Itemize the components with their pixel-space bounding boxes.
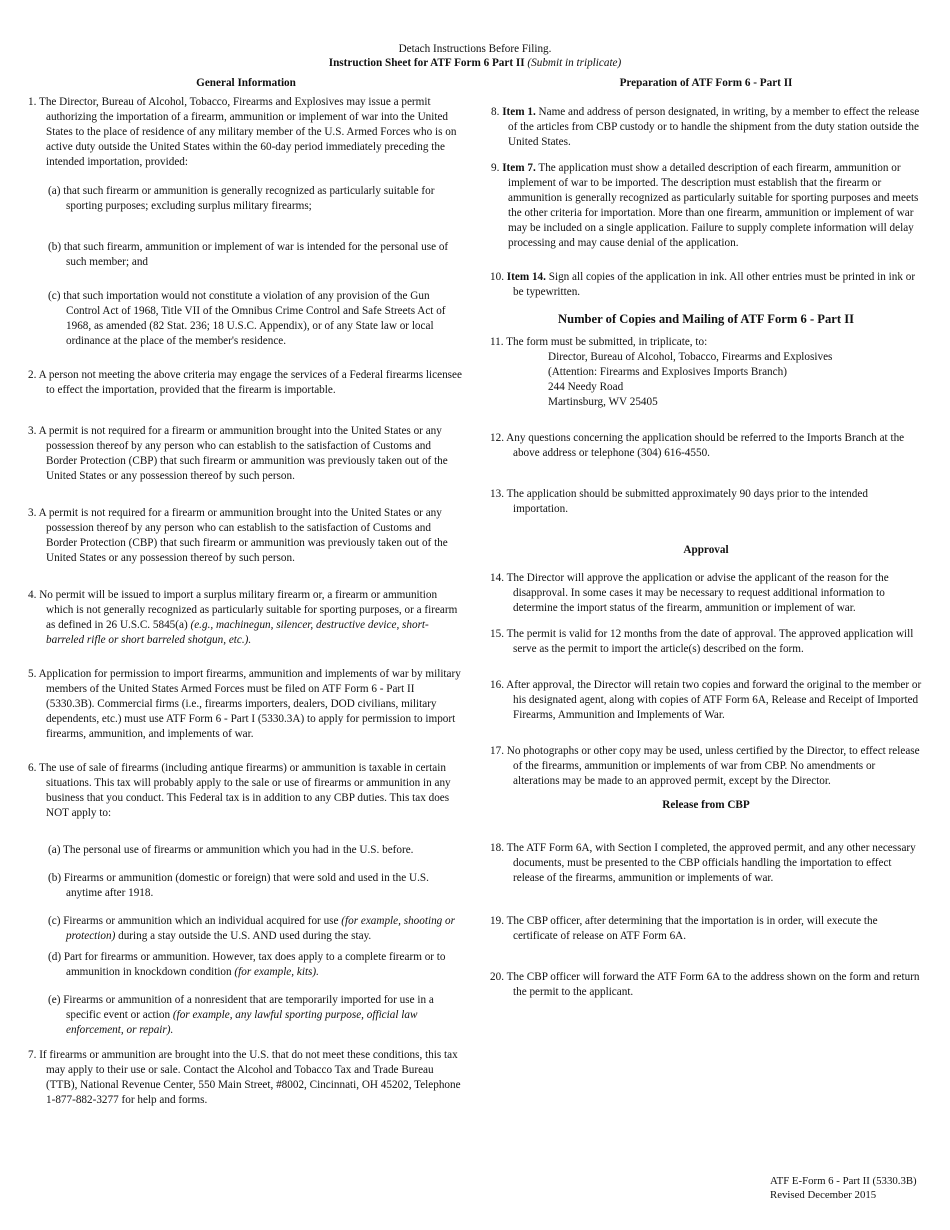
form-title: Instruction Sheet for ATF Form 6 Part II (Submit in triplicate): [328, 57, 622, 69]
item-8: 8. Item 1. Name and address of person designated, in writing, by a member to effect the release of the articles from CBP custody or to handle the shipment from the duty station outside the United States.: [491, 106, 920, 148]
address-line-2: (Attention: Firearms and Explosives Imports Branch): [548, 366, 787, 378]
item-5: 5. Application for permission to import firearms, ammunition and implements of war by military members of the United States Armed Forces must be filed on ATF Form 6 - Part II (5330.3B). Commercial firms (i.e., firearms importers, dealers, DOD civilians, military dependents, etc.) must use ATF Form 6 - Part I (5330.3A) to apply for permission to import firearms, ammunition, and implements of war.: [28, 668, 461, 740]
address-line-4: Martinsburg, WV 25405: [548, 396, 658, 408]
item-3-repeat: 3. A permit is not required for a firearm or ammunition brought into the United States or any possession thereof by any person who can establish to the satisfaction of Customs and Border Protection (CBP) that such firearm or ammunition was previously taken out of the United States or any possession thereof by such person.: [28, 507, 448, 564]
item-14: 14. The Director will approve the application or advise the applicant of the reason for the disapproval. In some cases it may be necessary to request additional information to determine the import status of the firearm, ammunition or implement of war.: [490, 572, 889, 614]
form-number: ATF E-Form 6 - Part II (5330.3B): [770, 1175, 917, 1187]
item-13: 13. The application should be submitted approximately 90 days prior to the intended importation.: [490, 488, 868, 515]
preparation-heading: Preparation of ATF Form 6 - Part II: [619, 77, 793, 89]
item-6d: (d) Part for firearms or ammunition. However, tax does apply to a complete firearm or to ammunition in knockdown condition (for example, kits).: [48, 951, 446, 978]
general-information-heading: General Information: [196, 77, 296, 89]
detach-notice: Detach Instructions Before Filing.: [398, 43, 552, 55]
item-6e: (e) Firearms or ammunition of a nonresident that are temporarily imported for use in a specific event or action (for example, any lawful sporting purpose, official law enforcement, or repair).: [48, 994, 434, 1036]
item-1b: (b) that such firearm, ammunition or implement of war is intended for the personal use of such member; and: [48, 241, 449, 268]
approval-heading: Approval: [683, 544, 729, 556]
item-1a: (a) that such firearm or ammunition is generally recognized as particularly suitable for sporting purposes; excluding surplus military firearms;: [48, 185, 435, 212]
copies-mailing-heading: Number of Copies and Mailing of ATF Form 6 - Part II: [557, 312, 855, 326]
page-header: [0, 42, 950, 70]
release-heading: Release from CBP: [662, 799, 750, 811]
revision-date: Revised December 2015: [770, 1189, 877, 1201]
item-19: 19. The CBP officer, after determining that the importation is in order, will execute the certificate of release on ATF Form 6A.: [490, 915, 878, 942]
item-6b: (b) Firearms or ammunition (domestic or foreign) that were sold and used in the U.S. anytime after 1918.: [48, 872, 429, 899]
form-footer: [770, 1174, 917, 1202]
item-16: 16. After approval, the Director will retain two copies and forward the original to the member or his designated agent, along with copies of ATF Form 6A, Release and Receipt of Imported Firearms, Ammunition and Implements of War.: [490, 679, 922, 721]
item-15: 15. The permit is valid for 12 months from the date of approval. The approved application will serve as the permit to import the article(s) described on the form.: [490, 628, 914, 655]
item-2: 2. A person not meeting the above criteria may engage the services of a Federal firearms licensee to effect the importation, provided that the firearm is importable.: [28, 369, 462, 396]
item-11: 11. The form must be submitted, in triplicate, to:: [490, 336, 708, 348]
item-1c: (c) that such importation would not constitute a violation of any provision of the Gun Control Act of 1968, Title VII of the Omnibus Crime Control and Safe Streets Act of 1968, as amended (82 Stat. 236; 18 U.S.C. Appendix), or of any State law or local ordinance at the place of the member's residence.: [48, 290, 446, 347]
right-column: [488, 76, 924, 1000]
address-line-3: 244 Needy Road: [548, 381, 624, 393]
item-6: 6. The use of sale of firearms (including antique firearms) or ammunition is taxable in certain situations. This tax will probably apply to the sale or use of firearms or ammunition in any business that you conduct. This Federal tax is in addition to any CBP duties. This tax does NOT apply to:: [28, 762, 451, 819]
mailing-address: [514, 350, 924, 410]
item-1: 1. The Director, Bureau of Alcohol, Tobacco, Firearms and Explosives may issue a permit authorizing the importation of a firearm, ammunition or implement of war into the United States to the place of residence of any military member of the U.S. Armed Forces who is on active duty outside the United States within the 60-day period immediately preceding the intended importation, provided:: [28, 96, 457, 168]
item-9: 9. Item 7. The application must show a detailed description of each firearm, ammunition or implement of war to be imported. The description must establish that the firearm or ammunition is generally recognized as particularly suitable for sporting purposes and meets the other criteria for importation. More than one firearm, ammunition or implement of war may be included on a single application. Failure to supply complete information will delay processing and may cause denial of the application.: [491, 162, 919, 249]
item-18: 18. The ATF Form 6A, with Section I completed, the approved permit, and any other necessary documents, must be presented to the CBP officials handling the importation to effect release of the firearms, ammunition or implements of war.: [490, 842, 916, 884]
item-20: 20. The CBP officer will forward the ATF Form 6A to the address shown on the form and return the permit to the applicant.: [490, 971, 920, 998]
item-3: 3. A permit is not required for a firearm or ammunition brought into the United States or any possession thereof by any person who can establish to the satisfaction of Customs and Border Protection (CBP) that such firearm or ammunition was previously taken out of the United States or any possession thereof by such person.: [28, 425, 448, 482]
item-10: 10. Item 14. Sign all copies of the application in ink. All other entries must be printed in ink or be typewritten.: [490, 271, 916, 298]
item-6a: (a) The personal use of firearms or ammunition which you had in the U.S. before.: [48, 844, 414, 856]
address-line-1: Director, Bureau of Alcohol, Tobacco, Firearms and Explosives: [548, 351, 833, 363]
item-7: 7. If firearms or ammunition are brought into the U.S. that do not meet these conditions, this tax may apply to their use or sale. Contact the Alcohol and Tobacco Tax and Trade Bureau (TTB), National Revenue Center, 550 Main Street, #8002, Cincinnati, OH 45202, Telephone 1-877-882-3277 for help and forms.: [28, 1049, 461, 1106]
item-12: 12. Any questions concerning the application should be referred to the Imports Branch at the above address or telephone (304) 616-4550.: [490, 432, 905, 459]
item-4: 4. No permit will be issued to import a surplus military firearm or, a firearm or ammunition which is not generally recognized as particularly suitable for sporting purposes, or a firearm as defined in 26 U.S.C. 5845(a) (e.g., machinegun, silencer, destructive device, short-barreled rifle or short barreled shotgun, etc.).: [28, 589, 458, 646]
left-column: [28, 76, 464, 1108]
item-17: 17. No photographs or other copy may be used, unless certified by the Director, to effect release of the firearms, ammunition or implements of war from CBP. No amendments or alterations may be made to an approved permit, except by the Director.: [490, 745, 920, 787]
item-6c: (c) Firearms or ammunition which an individual acquired for use (for example, shooting or protection) during a stay outside the U.S. AND used during the stay.: [48, 915, 456, 942]
